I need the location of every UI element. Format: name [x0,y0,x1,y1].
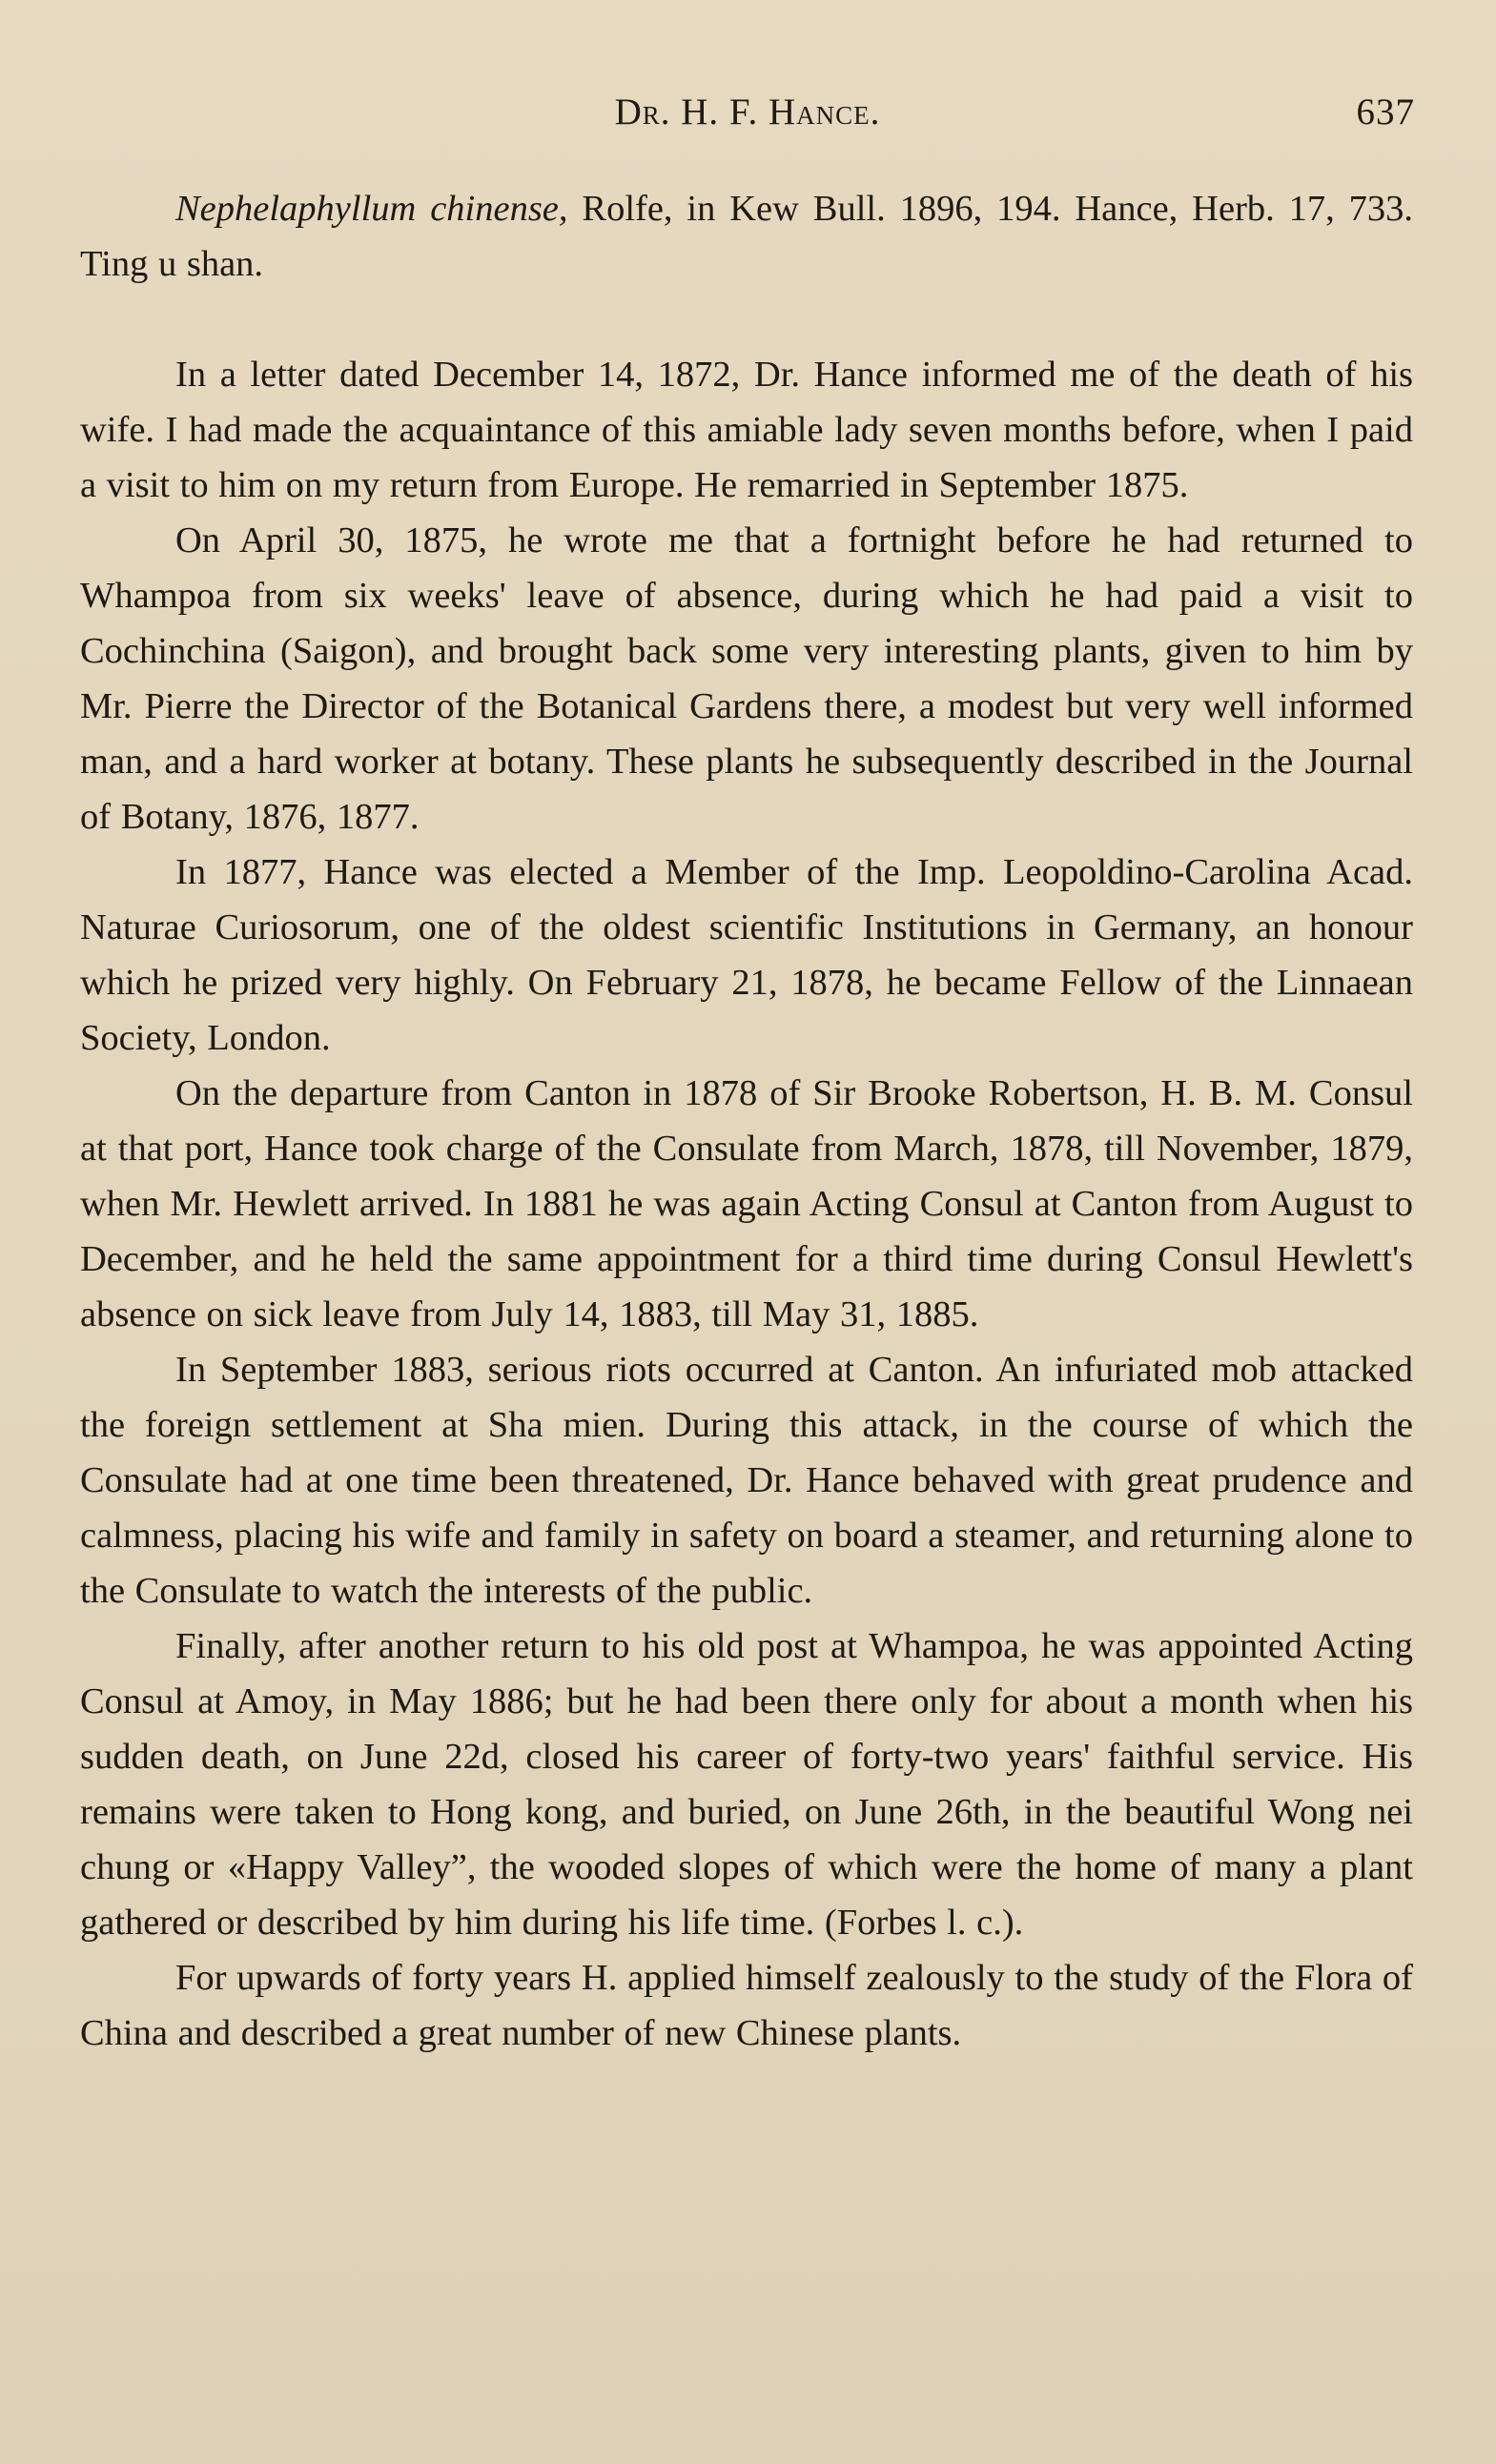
paragraph-7: For upwards of forty years H. applied himself zealously to the study of the Flora of China and described a great number of new Chinese plants. [80,1958,1413,2053]
citation-paragraph [80,181,1413,292]
paragraph-6: Finally, after another return to his old post at Whampoa, he was appointed Acting Consul at Amoy, in May 1886; but he had been there only for about a month when his sudden death, on June 22d, closed his career of forty-two years' faithful service. His remains were taken to Hong kong, and buried, on June 26th, in the beautiful Wong nei chung or «Happy Valley”, the wooded slopes of which were the home of many a plant gathered or described by him during his life time. (Forbes l. c.). [80,1626,1413,1943]
paragraph-2: On April 30, 1875, he wrote me that a fortnight before he had returned to Whampoa from six weeks' leave of absence, during which he had paid a visit to Cochinchina (Saigon), and brought back some very interesting plants, given to him by Mr. Pierre the Director of the Botanical Gardens there, a modest but very well informed man, and a hard worker at botany. These plants he subsequently described in the Journal of Botany, 1876, 1877. [80,520,1413,837]
taxon-name: Nephelaphyllum chinense, [175,189,568,229]
paragraph-4: On the departure from Canton in 1878 of Sir Brooke Robertson, H. B. M. Consul at that port, Hance took charge of the Consulate from March, 1878, till November, 1879, when Mr. Hewlett arrived. In 1881 he was again Acting Consul at Canton from August to December, and he held the same appointment for a third time during Consul Hewlett's absence on sick leave from July 14, 1883, till May 31, 1885. [80,1073,1413,1334]
paragraph-3: In 1877, Hance was elected a Member of the Imp. Leopoldino-Carolina Acad. Naturae Curiosorum, one of the oldest scientific Institutions in Germany, an honour which he prized very highly. On February 21, 1878, he became Fellow of the Linnaean Society, London. [80,852,1413,1058]
paragraph-5: In September 1883, serious riots occurred at Canton. An infuriated mob attacked the foreign settlement at Sha mien. During this attack, in the course of which the Consulate had at one time been threatened, Dr. Hance behaved with great prudence and calmness, placing his wife and family in safety on board a steamer, and returning alone to the Consulate to watch the interests of the public. [80,1350,1413,1611]
running-head [80,91,1415,138]
running-title: Dr. H. F. Hance. [614,92,881,132]
paragraph-1: In a letter dated December 14, 1872, Dr. Hance informed me of the death of his wife. I had made the acquaintance of this amiable lady seven months before, when I paid a visit to him on my return from Europe. He remarried in September 1875. [80,355,1413,505]
body-text [80,181,1413,2061]
citation-rest: Rolfe, in Kew Bull. 1896, 194. Hance, Herb. 17, 733. Ting u shan. [80,189,1414,284]
page-number: 637 [1356,92,1415,132]
